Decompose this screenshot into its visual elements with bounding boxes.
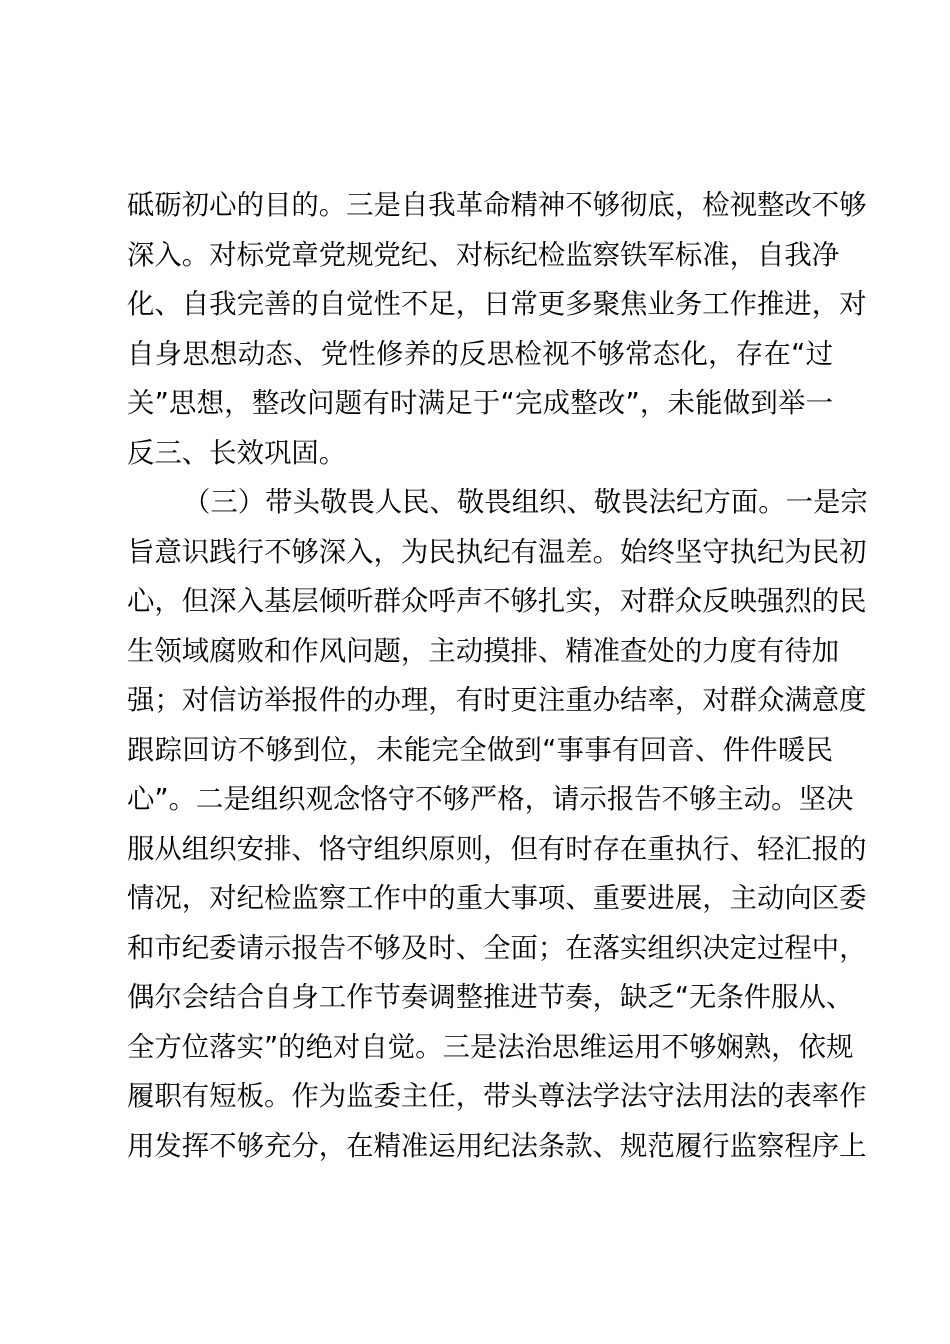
text-line: 全方位落实”的绝对自觉。三是法治思维运用不够娴熟，依规 bbox=[127, 1031, 854, 1063]
text-line: 旨意识践行不够深入，为民执纪有温差。始终坚守执纪为民初 bbox=[127, 536, 867, 568]
text-line: 深入。对标党章党规党纪、对标纪检监察铁军标准，自我净 bbox=[127, 239, 840, 271]
document-page bbox=[127, 181, 868, 1171]
text-line: 心，但深入基层倾听群众呼声不够扎实，对群众反映强烈的民 bbox=[127, 586, 867, 617]
text-line: 跟踪回访不够到位，未能完全做到“事事有回音、件件暖民 bbox=[127, 734, 833, 766]
text-line: 关”思想，整改问题有时满足于“完成整改”，未能做到举一 bbox=[127, 388, 833, 419]
paragraph-section-3 bbox=[127, 478, 868, 1171]
section-heading-line: （三）带头敬畏人民、敬畏组织、敬畏法纪方面。一是宗 bbox=[183, 487, 868, 518]
text-line: 用发挥不够充分，在精准运用纪法条款、规范履行监察程序上 bbox=[127, 1130, 867, 1162]
text-line: 心”。二是组织观念恪守不够严格，请示报告不够主动。坚决 bbox=[127, 784, 854, 815]
text-line: 服从组织安排、恪守组织原则，但有时存在重执行、轻汇报的 bbox=[127, 833, 867, 865]
text-line: 和市纪委请示报告不够及时、全面；在落实组织决定过程中， bbox=[127, 932, 867, 964]
text-line: 生领域腐败和作风问题，主动摸排、精准查处的力度有待加 bbox=[127, 635, 840, 667]
text-line: 情况，对纪检监察工作中的重大事项、重要进展，主动向区委 bbox=[127, 883, 867, 914]
text-line: 反三、长效巩固。 bbox=[127, 437, 347, 469]
text-line: 化、自我完善的自觉性不足，日常更多聚焦业务工作推进，对 bbox=[127, 289, 867, 320]
paragraph-continued bbox=[127, 181, 867, 478]
text-line: 履职有短板。作为监委主任，带头尊法学法守法用法的表率作 bbox=[127, 1081, 867, 1112]
text-line: 强；对信访举报件的办理，有时更注重办结率，对群众满意度 bbox=[127, 685, 867, 716]
text-line: 砥砺初心的目的。三是自我革命精神不够彻底，检视整改不够 bbox=[127, 190, 867, 221]
text-line: 自身思想动态、党性修养的反思检视不够常态化，存在“过 bbox=[127, 338, 833, 370]
text-line: 偶尔会结合自身工作节奏调整推进节奏，缺乏“无条件服从、 bbox=[127, 982, 854, 1013]
